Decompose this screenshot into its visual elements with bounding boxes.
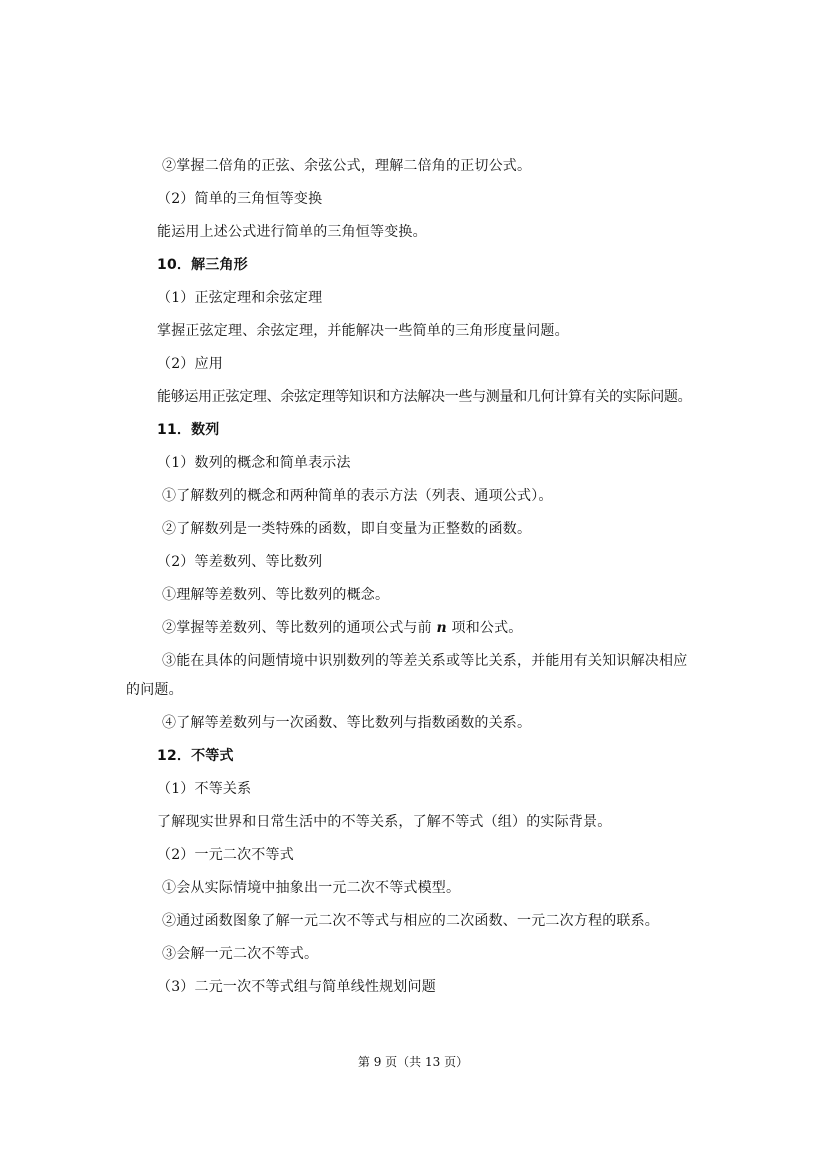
text-line: 的问题。 — [126, 682, 183, 698]
subsection-heading: （2）等差数列、等比数列 — [157, 554, 323, 570]
subsection-heading: （2）简单的三角恒等变换 — [157, 191, 323, 207]
text-line: ②了解数列是一类特殊的函数，即自变量为正整数的函数。 — [162, 521, 532, 537]
text-line: ②通过函数图象了解一元二次不等式与相应的二次函数、一元二次方程的联系。 — [162, 913, 659, 929]
subsection-heading: （1）数列的概念和简单表示法 — [157, 455, 351, 471]
text-line: ①会从实际情境中抽象出一元二次不等式模型。 — [162, 880, 461, 896]
text-line: ③能在具体的问题情境中识别数列的等差关系或等比关系，并能用有关知识解决相应 — [162, 653, 688, 669]
text-line: ①了解数列的概念和两种简单的表示方法（列表、通项公式）。 — [162, 488, 553, 504]
variable-n: n — [436, 620, 447, 636]
text-segment: 项和公式。 — [446, 620, 523, 636]
text-line: 能够运用正弦定理、余弦定理等知识和方法解决一些与测量和几何计算有关的实际问题。 — [157, 389, 692, 405]
subsection-heading: （2）应用 — [157, 356, 223, 372]
text-line: 掌握正弦定理、余弦定理，并能解决一些简单的三角形度量问题。 — [157, 323, 569, 339]
text-line — [162, 619, 523, 637]
subsection-heading: （1）正弦定理和余弦定理 — [157, 290, 323, 306]
section-heading: 11．数列 — [157, 422, 220, 438]
text-segment: ②掌握等差数列、等比数列的通项公式与前 — [162, 620, 437, 636]
text-line: ①理解等差数列、等比数列的概念。 — [162, 587, 390, 603]
subsection-heading: （2）一元二次不等式 — [157, 847, 294, 863]
text-line: ②掌握二倍角的正弦、余弦公式，理解二倍角的正切公式。 — [162, 158, 532, 174]
text-line: ③会解一元二次不等式。 — [162, 946, 319, 962]
page-footer: 第 9 页（共 13 页） — [357, 1055, 469, 1069]
subsection-heading: （1）不等关系 — [157, 781, 252, 797]
text-line: ④了解等差数列与一次函数、等比数列与指数函数的关系。 — [162, 715, 532, 731]
section-heading: 10．解三角形 — [157, 257, 248, 273]
text-line: 能运用上述公式进行简单的三角恒等变换。 — [157, 224, 427, 240]
text-line: 了解现实世界和日常生活中的不等关系，了解不等式（组）的实际背景。 — [157, 814, 612, 830]
subsection-heading: （3）二元一次不等式组与简单线性规划问题 — [157, 979, 436, 995]
section-heading: 12．不等式 — [157, 748, 234, 764]
